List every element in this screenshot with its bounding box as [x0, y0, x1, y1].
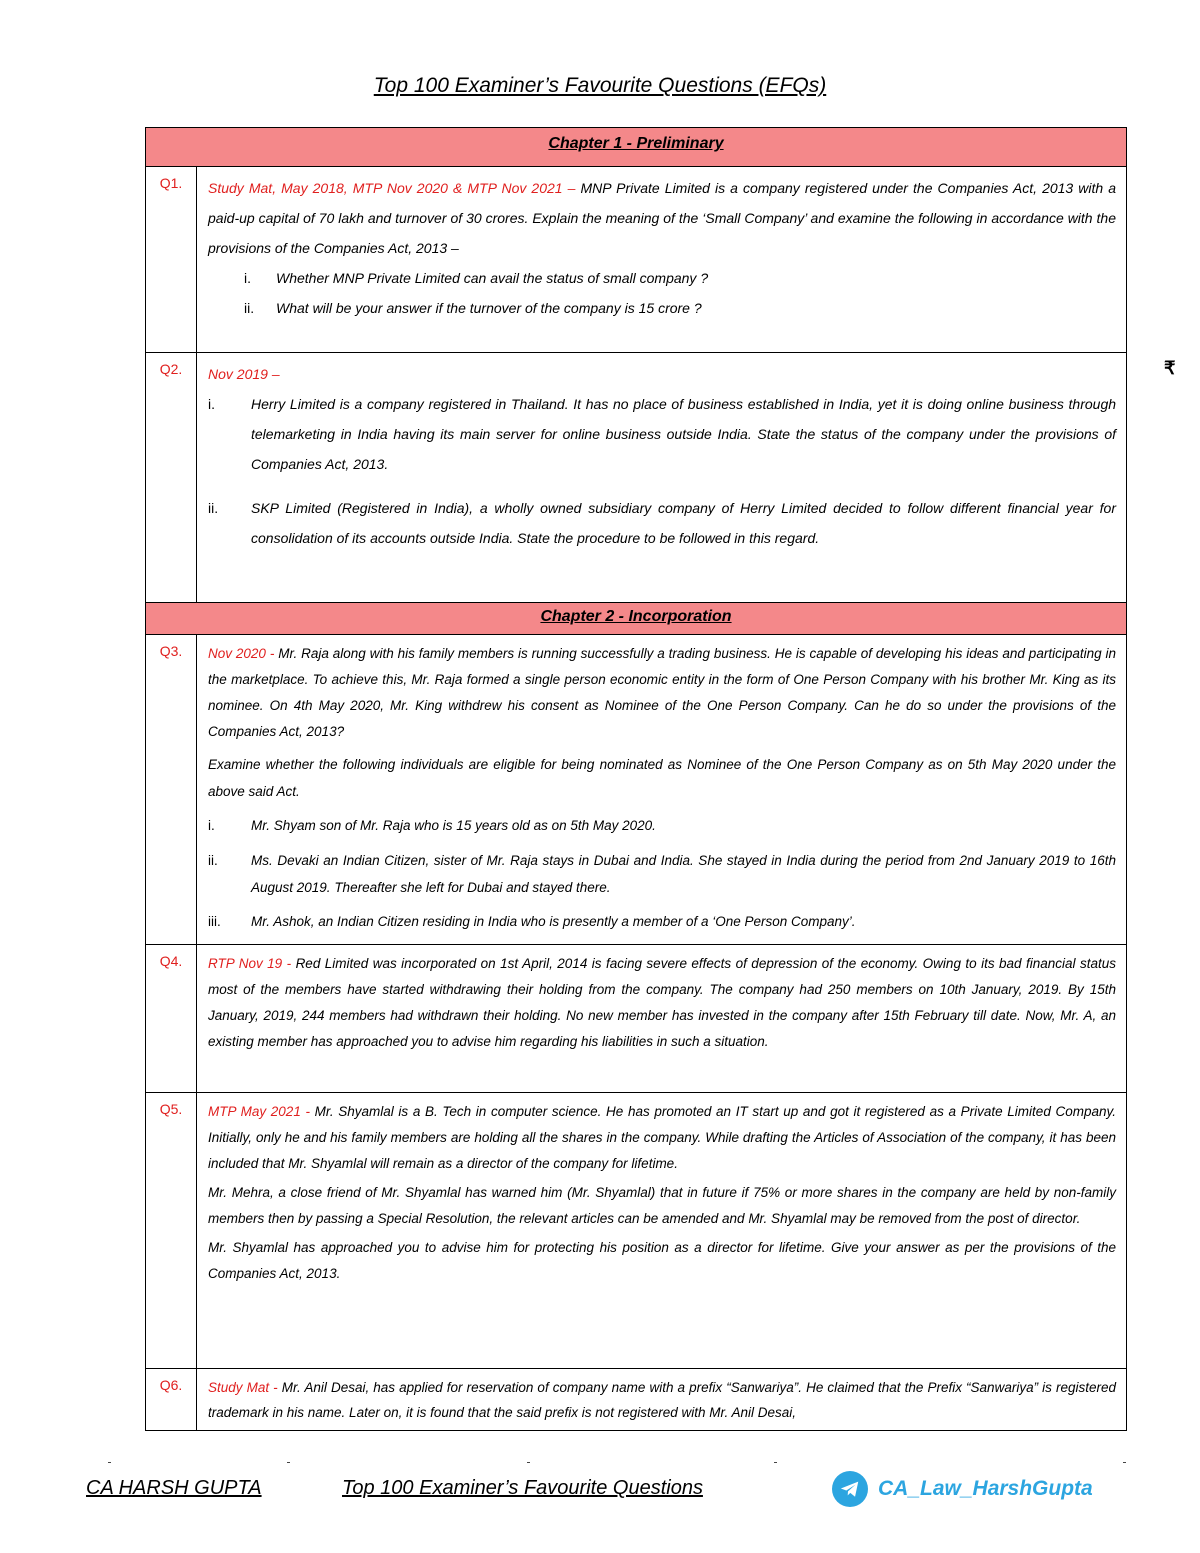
divider	[108, 1462, 111, 1463]
list-number: i.	[208, 396, 215, 412]
list-item: Herry Limited is a company registered in Thailand. It has no place of business established in India, yet it is doing online business through telemarketing in India having its main server for online business outside India. State the status of the company under the provisions of Companies Act, 2013.	[251, 396, 1117, 472]
question-content	[197, 353, 1127, 603]
question-number: Q4.	[146, 945, 197, 1093]
footer-telegram[interactable]	[832, 1471, 1093, 1507]
divider	[527, 1462, 530, 1463]
list-number: ii.	[208, 500, 219, 516]
list-number: i.	[244, 270, 251, 286]
question-number: Q2.	[146, 353, 197, 603]
rupee-symbol: ₹	[1164, 358, 1176, 378]
list-number: ii.	[208, 853, 218, 868]
question-source: Study Mat, May 2018, MTP Nov 2020 & MTP Nov 2021 –	[208, 180, 576, 196]
list-number: ii.	[244, 300, 255, 316]
list-item: Mr. Ashok, an Indian Citizen residing in India who is presently a member of a ‘One Person Company’.	[251, 914, 856, 929]
question-text: Mr. Raja along with his family members is running successfully a trading business. He is capable of developing his ideas and participating in the marketplace. To achieve this, Mr. Raja formed a single person economic entity in the form of One Person Company with his brother Mr. King as its nominee. On 4th May 2020, Mr. King withdrew his consent as Nominee of the One Person Company. Can he do so under the provisions of the Companies Act, 2013?	[208, 646, 1117, 739]
page-title: Top 100 Examiner’s Favourite Questions (EFQs)	[373, 74, 827, 97]
divider	[287, 1462, 290, 1463]
question-source: Nov 2019 –	[208, 366, 280, 382]
question-content	[197, 635, 1127, 945]
telegram-icon	[832, 1471, 868, 1507]
divider	[1123, 1462, 1126, 1463]
question-text: MNP Private Limited is a company registered under the Companies Act, 2013 with a paid-up capital of 70 lakh and turnover of 30 crores. Explain the meaning of the ‘Small Company’ and examine the following in accordance with the provisions of the Companies Act, 2013 –	[208, 180, 1117, 256]
question-number: Q3.	[146, 635, 197, 945]
question-text: Mr. Anil Desai, has applied for reservation of company name with a prefix “Sanwariya”. He claimed that the Prefix “Sanwariya” is registered trademark in his name. Later on, it is found that the said prefix is not registered with Mr. Anil Desai,	[208, 1380, 1117, 1420]
list-number: i.	[208, 818, 215, 833]
question-row	[146, 945, 1127, 1093]
question-text: Mr. Mehra, a close friend of Mr. Shyamlal has warned him (Mr. Shyamlal) that in future if 75% or more shares in the company are held by non-family members then by passing a Special Resolution, the relevant articles can be amended and Mr. Shyamlal may be removed from the post of director.	[208, 1185, 1117, 1226]
list-number: iii.	[208, 914, 221, 929]
divider	[774, 1462, 777, 1463]
question-row	[146, 353, 1127, 603]
telegram-handle[interactable]: CA_Law_HarshGupta	[878, 1477, 1093, 1500]
list-item: Mr. Shyam son of Mr. Raja who is 15 years old as on 5th May 2020.	[251, 818, 656, 833]
list-item: What will be your answer if the turnover of the company is 15 crore ?	[276, 300, 702, 316]
list-item: Whether MNP Private Limited can avail the status of small company ?	[276, 270, 709, 286]
footer-title: Top 100 Examiner’s Favourite Questions	[342, 1477, 703, 1499]
question-text: Mr. Shyamlal has approached you to advise him for protecting his position as a director for lifetime. Give your answer as per the provisions of the Companies Act, 2013.	[208, 1240, 1117, 1281]
question-source: MTP May 2021 -	[208, 1104, 310, 1119]
question-content	[197, 1369, 1127, 1431]
question-row	[146, 1369, 1127, 1431]
question-row	[146, 167, 1127, 353]
question-number: Q6.	[146, 1369, 197, 1431]
question-row	[146, 635, 1127, 945]
list-item: Ms. Devaki an Indian Citizen, sister of Mr. Raja stays in Dubai and India. She stayed in India during the period from 2nd January 2019 to 16th August 2019. Thereafter she left for Dubai and stayed there.	[251, 853, 1117, 895]
question-content	[197, 1093, 1127, 1369]
list-item: SKP Limited (Registered in India), a wholly owned subsidiary company of Herry Limited decided to follow different financial year for consolidation of its accounts outside India. State the procedure to be followed in this regard.	[251, 500, 1117, 546]
question-content	[197, 167, 1127, 353]
question-text: Mr. Shyamlal is a B. Tech in computer science. He has promoted an IT start up and got it registered as a Private Limited Company. Initially, only he and his family members are holding all the shares in the company. While drafting the Articles of Association of the company, it has been included that Mr. Shyamlal will remain as a director of the company for lifetime.	[208, 1104, 1117, 1171]
question-source: Study Mat -	[208, 1380, 278, 1395]
question-text: Red Limited was incorporated on 1st April, 2014 is facing severe effects of depression of the economy. Owing to its bad financial status most of the members have started withdrawing their holding from the company. The company had 250 members on 10th January, 2019. By 15th January, 2019, 244 members had withdrawn their holding. No new member has invested in the company after 15th February till date. Now, Mr. A, an existing member has approached you to advise him regarding his liabilities in such a situation.	[208, 956, 1117, 1049]
chapter-heading: Chapter 2 - Incorporation	[146, 603, 1127, 635]
chapter-header-row	[146, 603, 1127, 635]
question-row	[146, 1093, 1127, 1369]
question-number: Q1.	[146, 167, 197, 353]
question-text: Examine whether the following individuals are eligible for being nominated as Nominee of the One Person Company as on 5th May 2020 under the above said Act.	[208, 757, 1117, 799]
question-content	[197, 945, 1127, 1093]
question-source: RTP Nov 19 -	[208, 956, 292, 971]
footer-author: CA HARSH GUPTA	[86, 1477, 262, 1499]
question-number: Q5.	[146, 1093, 197, 1369]
chapter-header-row	[146, 128, 1127, 167]
chapter-heading: Chapter 1 - Preliminary	[146, 128, 1127, 167]
page-footer	[0, 1475, 1200, 1515]
questions-table	[145, 127, 1127, 1431]
question-source: Nov 2020 -	[208, 646, 275, 661]
